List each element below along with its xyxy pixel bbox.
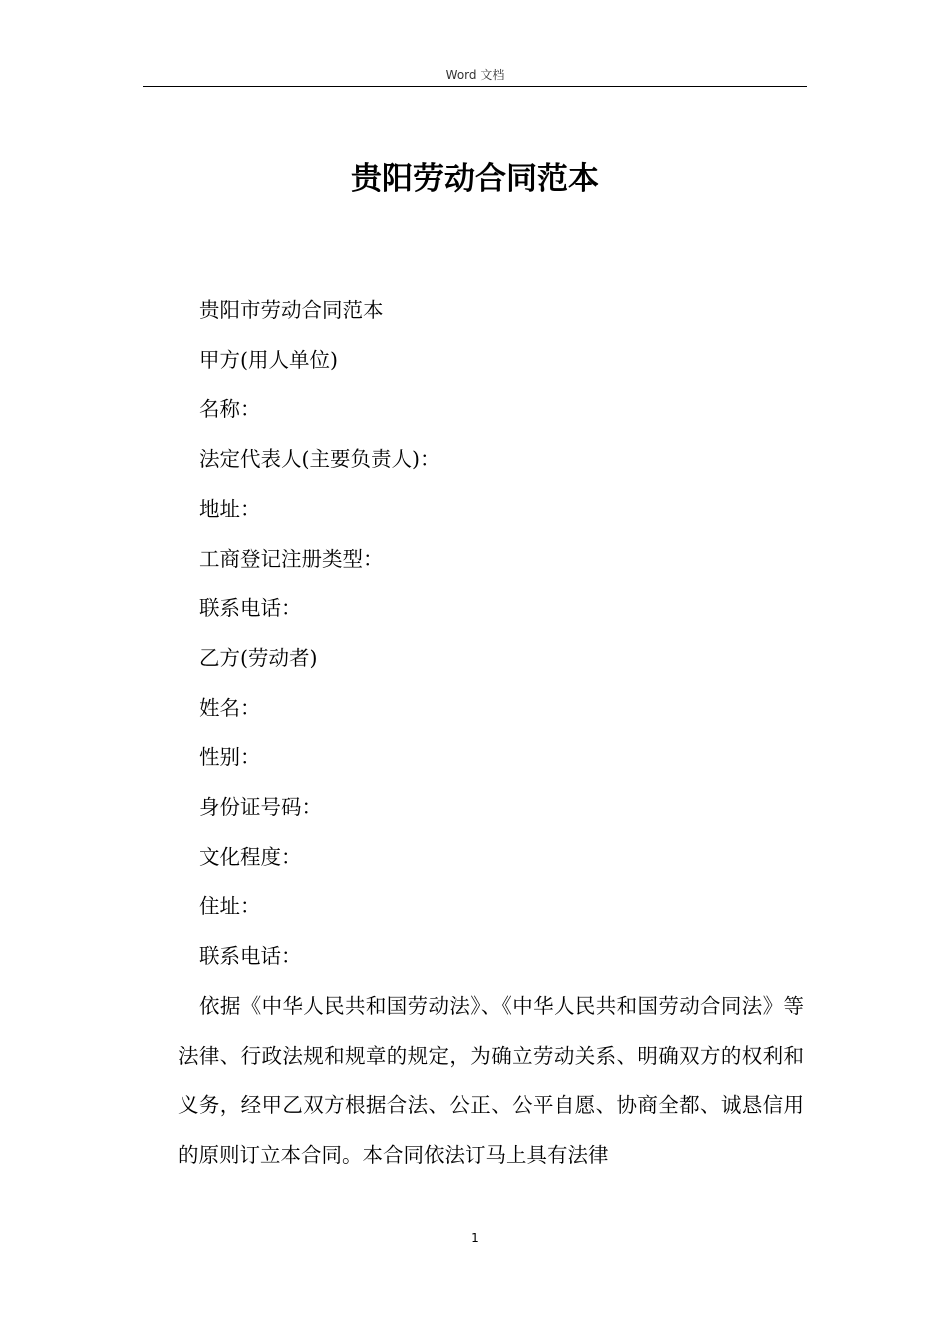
- field-full-name-label: 姓名：: [199, 695, 261, 720]
- field-education-label: 文化程度：: [199, 844, 302, 869]
- header-divider: [143, 86, 807, 87]
- doc-subtitle: 贵阳市劳动合同范本: [199, 298, 384, 322]
- contract-preamble-paragraph: 依据《中华人民共和国劳动法》、《中华人民共和国劳动合同法》等法律、行政法规和规章的规定，为确立劳动关系、明确双方的权利和义务，经甲乙双方根据合法、公正、公平自愿、协商全都、诚恳信用的原则订立本合同。本合同依法订马上具有法律: [178, 993, 804, 1167]
- field-registration-type-label: 工商登记注册类型：: [199, 546, 384, 571]
- field-residence-label: 住址：: [199, 894, 261, 919]
- field-party-b-phone-label: 联系电话：: [199, 944, 302, 969]
- document-body: [178, 286, 804, 1181]
- field-legal-representative-label: 法定代表人(主要负责人)：: [199, 447, 441, 472]
- page-number: 1: [471, 1231, 479, 1245]
- field-gender-label: 性别：: [199, 745, 261, 770]
- field-name-label: 名称：: [199, 397, 261, 422]
- document-title: 贵阳劳动合同范本: [351, 161, 599, 197]
- field-party-a-phone-label: 联系电话：: [199, 596, 302, 621]
- field-id-number-label: 身份证号码：: [199, 795, 322, 820]
- field-address-label: 地址：: [199, 496, 261, 521]
- page-header-label: Word 文档: [445, 68, 505, 82]
- party-a-heading: 甲方(用人单位): [199, 347, 338, 372]
- party-b-heading: 乙方(劳动者): [199, 645, 318, 670]
